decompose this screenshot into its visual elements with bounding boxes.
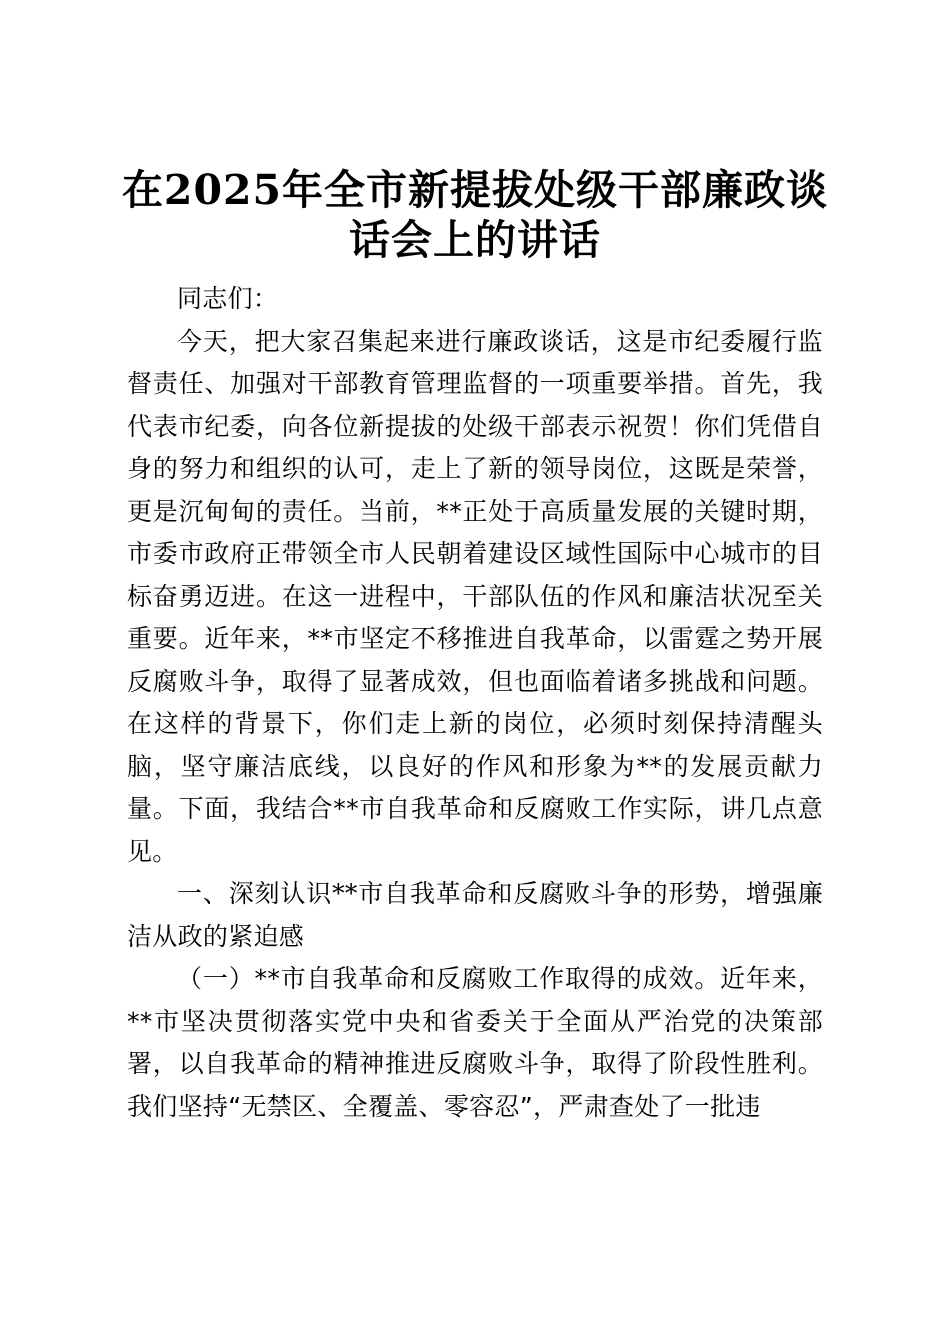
document-title: 在2025年全市新提拔处级干部廉政谈话会上的讲话: [121, 166, 829, 264]
document-body: [127, 278, 823, 1128]
subsection-paragraph: （一）**市自我革命和反腐败工作取得的成效。近年来，**市坚决贯彻落实党中央和省委关于全面从严治党的决策部署，以自我革命的精神推进反腐败斗争，取得了阶段性胜利。我们坚持“无禁区、全覆盖、零容忍”，严肃查处了一批违: [127, 964, 823, 1121]
section-heading: 一、深刻认识**市自我革命和反腐败斗争的形势，增强廉洁从政的紧迫感: [127, 879, 823, 951]
body-paragraph: 今天，把大家召集起来进行廉政谈话，这是市纪委履行监督责任、加强对干部教育管理监督的一项重要举措。首先，我代表市纪委，向各位新提拔的处级干部表示祝贺！你们凭借自身的努力和组织的认可，走上了新的领导岗位，这既是荣誉，更是沉甸甸的责任。当前，**正处于高质量发展的关键时期，市委市政府正带领全市人民朝着建设区域性国际中心城市的目标奋勇迈进。在这一进程中，干部队伍的作风和廉洁状况至关重要。近年来，**市坚定不移推进自我革命，以雷霆之势开展反腐败斗争，取得了显著成效，但也面临着诸多挑战和问题。在这样的背景下，你们走上新的岗位，必须时刻保持清醒头脑，坚守廉洁底线，以良好的作风和形象为**的发展贡献力量。下面，我结合**市自我革命和反腐败工作实际，讲几点意见。: [127, 326, 823, 866]
salutation: 同志们：: [177, 284, 279, 313]
